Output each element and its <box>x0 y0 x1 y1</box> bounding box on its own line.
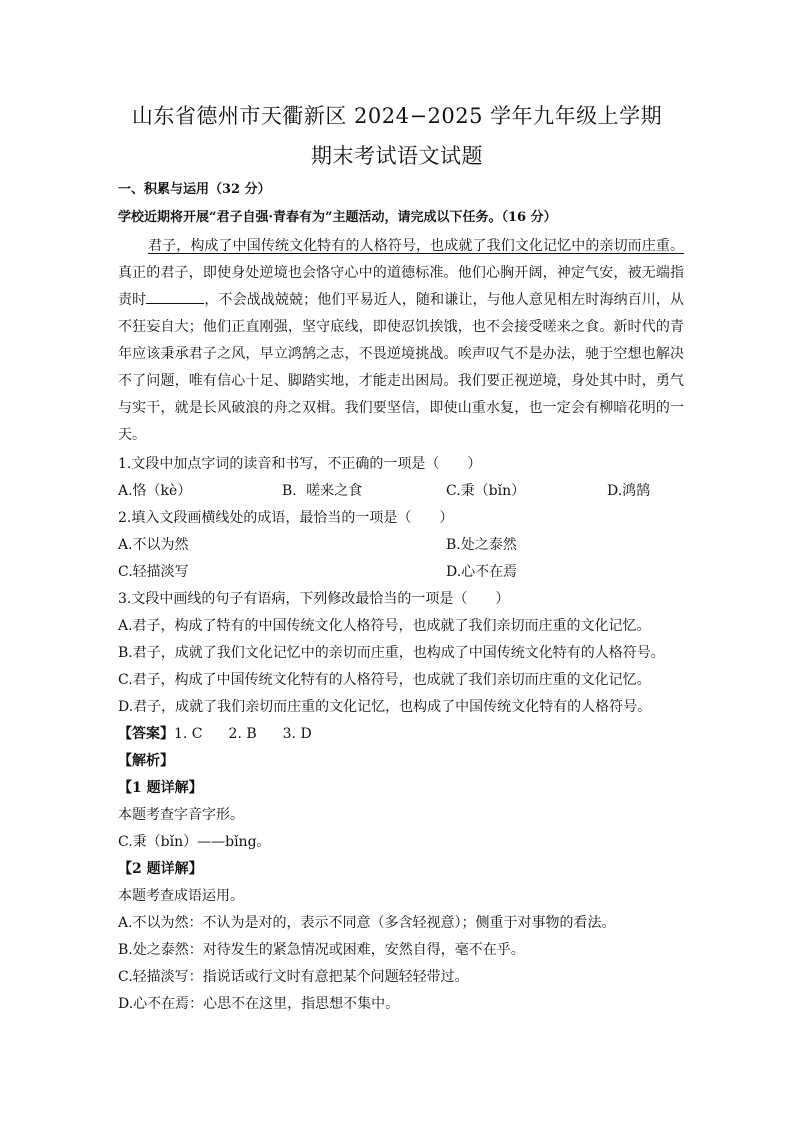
detail-2-option-b: B.处之泰然：对待发生的紧急情况或困难，安然自得，毫不在乎。 <box>118 942 525 958</box>
detail-1-line2: C.秉（bǐn）——bǐng。 <box>118 834 271 850</box>
q2-option-d: D.心不在焉 <box>446 564 518 580</box>
detail-2-option-a: A.不以为然：不认为是对的，表示不同意（多含轻视意）；侧重于对事物的看法。 <box>118 915 616 931</box>
task-intro: 学校近期将开展“君子自强·青春有为”主题活动，请完成以下任务。（16 分） <box>118 210 557 225</box>
passage-part2: ，不会战战兢兢；他们平易近人，随和谦让，与他人意见相左时海纳百川，从不狂妄自大；他们正直刚强，坚守底线，即使忍饥挨饿，也不会接受嗟来之食。新时代的青年应该秉承君子之风，早立鸿鹄之志，不畏逆境挑战。唉声叹气不是办法，驰于空想也解决不了问题，唯有信心十足、脚踏实地，才能走出困局。我们要正视逆境，身处其中时，勇气与实干，就是长风破浪的舟之双楫。我们要坚信，即使山重水复，也一定会有柳暗花明的一天。 <box>118 292 685 443</box>
answer-line <box>118 723 312 743</box>
answer-2: 2. B <box>228 726 257 742</box>
detail-2-option-d: D.心不在焉：心思不在这里，指思想不集中。 <box>118 996 400 1012</box>
fill-blank <box>146 289 204 304</box>
passage-part1: 真正的君子，即使身处逆境也会恪守心中的道德标准。他们心胸开阔，神定气安，被无端指责时 <box>118 265 684 308</box>
question-2-stem: 2.填入文段画横线处的成语，最恰当的一项是（ ） <box>118 510 454 526</box>
answer-label: 【答案】 <box>118 726 174 742</box>
analysis-label: 【解析】 <box>118 753 174 769</box>
passage <box>118 233 684 449</box>
q1-option-a: A.恪（kè） <box>118 483 192 499</box>
q3-option-b: B.君子，成就了我们文化记忆中的亲切而庄重，也构成了中国传统文化特有的人格符号。 <box>118 645 665 661</box>
detail-1-line1: 本题考查字音字形。 <box>118 807 244 823</box>
detail-2-line1: 本题考查成语运用。 <box>118 888 244 904</box>
page-title-line2: 期末考试语文试题 <box>311 144 483 168</box>
section-heading: 一、积累与运用（32 分） <box>118 182 271 197</box>
detail-2-option-c: C.轻描淡写：指说话或行文时有意把某个问题轻轻带过。 <box>118 969 469 985</box>
q3-option-a: A.君子，构成了特有的中国传统文化人格符号，也成就了我们亲切而庄重的文化记忆。 <box>118 618 651 634</box>
q1-option-b: B．嗟来之食 <box>282 483 363 499</box>
q2-option-c: C.轻描淡写 <box>118 564 189 580</box>
question-1-stem: 1.文段中加点字词的读音和书写，不正确的一项是（ ） <box>118 456 482 472</box>
underlined-sentence: 君子，构成了中国传统文化特有的人格符号，也成就了我们文化记忆中的亲切而庄重。 <box>148 238 684 254</box>
q2-option-b: B.处之泰然 <box>446 537 517 553</box>
answer-1: 1. C <box>174 726 203 742</box>
q3-option-c: C.君子，构成了中国传统文化特有的人格符号，也成就了我们亲切而庄重的文化记忆。 <box>118 672 651 688</box>
question-3-stem: 3.文段中画线的句子有语病，下列修改最恰当的一项是（ ） <box>118 591 510 607</box>
q1-option-d: D.鸿鹄 <box>607 483 651 499</box>
q2-option-a: A.不以为然 <box>118 537 189 553</box>
page-title-line1: 山东省德州市天衢新区 2024−2025 学年九年级上学期 <box>131 104 663 128</box>
q1-option-c: C.秉（bǐn） <box>446 483 526 499</box>
detail-2-label: 【2 题详解】 <box>118 861 203 877</box>
answer-3: 3. D <box>282 726 312 742</box>
detail-1-label: 【1 题详解】 <box>118 780 203 796</box>
q3-option-d: D.君子，成就了我们亲切而庄重的文化记忆，也构成了中国传统文化特有的人格符号。 <box>118 699 652 715</box>
